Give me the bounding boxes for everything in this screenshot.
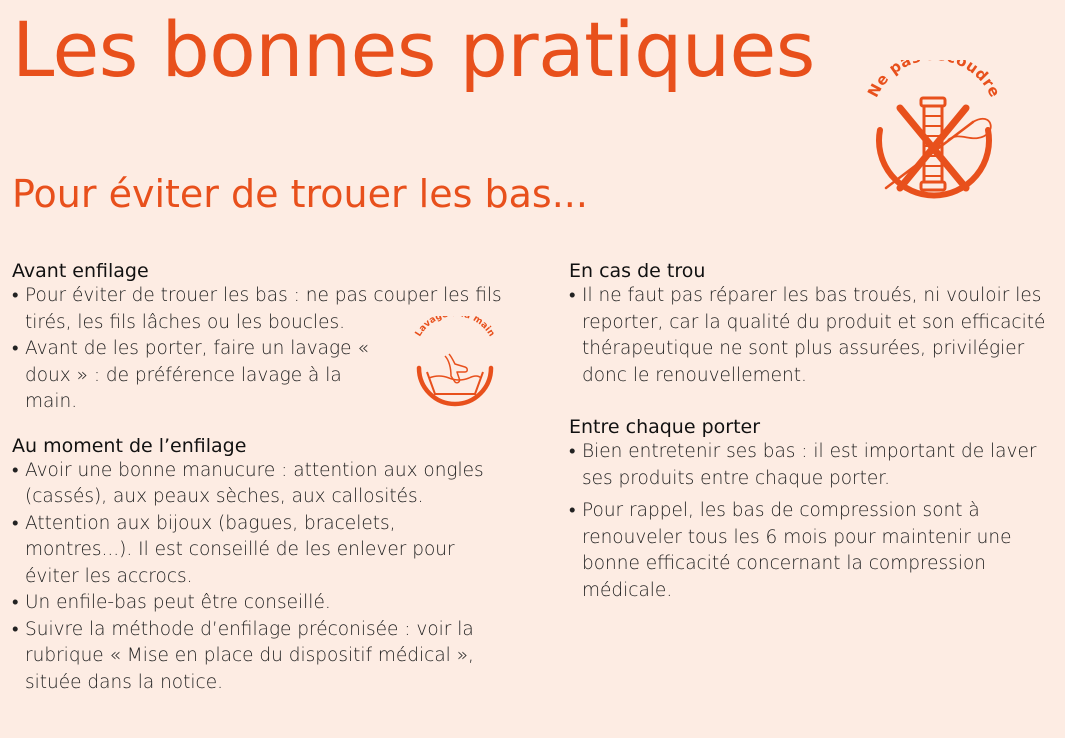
- svg-text:Ne pas recoudre: [864, 60, 1004, 100]
- list-item: • Suivre la méthode d’enfilage préconisée : voir la rubrique « Mise en place du dispositif médical », située dans la notice.: [12, 617, 502, 697]
- lavage-a-la-main-stamp: [405, 316, 505, 416]
- list-item: • Pour rappel, les bas de compression sont à renouveler tous les 6 mois pour maintenir une bonne efficacité concernant la compression médicale.: [569, 498, 1059, 604]
- list-item: • Bien entretenir ses bas : il est important de laver ses produits entre chaque porter.: [569, 439, 1059, 492]
- page-title: Les bonnes pratiques: [12, 5, 815, 94]
- bullet-list: [569, 439, 1059, 604]
- list-item: • Pour éviter de trouer les bas : ne pas couper les fils tirés, les fils lâches ou les boucles.: [12, 283, 512, 336]
- list-item: • Avant de les porter, faire un lavage « doux » : de préférence lavage à la main.: [12, 336, 375, 416]
- svg-text:Lavage à la main: [414, 316, 496, 339]
- section-heading: Au moment de l’enfilage: [12, 434, 247, 457]
- spool-crossed-icon: [858, 60, 1008, 220]
- stamp-label: Lavag main: [413, 316, 497, 339]
- stamp-label: Ne pa oudre: [863, 60, 1005, 101]
- list-item: • Il ne faut pas réparer les bas troués, ni vouloir les reporter, car la qualité du produit et son efficacité thérapeutique ne sont plus assurées, privilégier donc le renouvellement.: [569, 283, 1059, 389]
- section-heading: Entre chaque porter: [569, 416, 761, 438]
- bullet-list: [569, 283, 1059, 389]
- section-heading: En cas de trou: [569, 260, 706, 282]
- section-en-cas-de-trou: [569, 259, 1059, 389]
- section-entre-chaque-porter: [569, 415, 1059, 604]
- section-moment-enfilage: [12, 434, 532, 697]
- bullet-list: [12, 458, 502, 697]
- hand-wash-icon: [405, 316, 505, 416]
- right-column: [569, 259, 1059, 610]
- section-heading: Avant enfilage: [12, 260, 149, 282]
- list-item: • Attention aux bijoux (bagues, bracelets, montres...). Il est conseillé de les enlever pour éviter les accrocs.: [12, 511, 502, 591]
- list-item: • Avoir une bonne manucure : attention aux ongles (cassés), aux peaux sèches, aux callosités.: [12, 458, 502, 511]
- list-item: • Un enfile-bas peut être conseillé.: [12, 590, 502, 617]
- ne-pas-recoudre-stamp: [858, 60, 1008, 220]
- page-subtitle: Pour éviter de trouer les bas...: [12, 172, 588, 216]
